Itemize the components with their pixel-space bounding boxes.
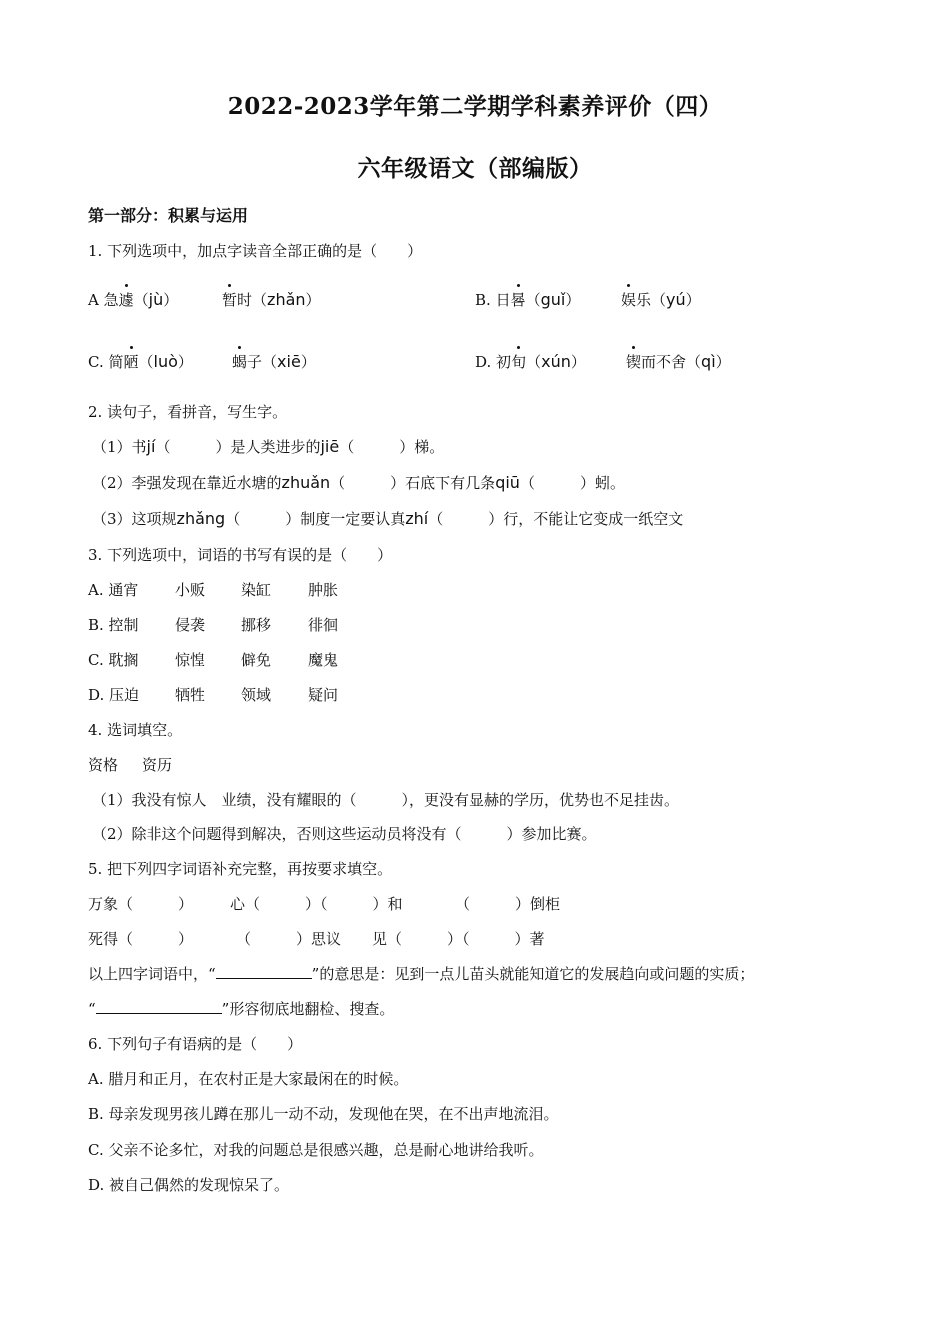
exam-title: 2022-2023学年第二学期学科素养评价（四） — [227, 93, 723, 120]
question-5-stem: 5. 把下列四字词语补充完整，再按要求填空。 — [88, 860, 393, 878]
q3-word: 惊惶 — [175, 651, 206, 669]
q6-option-d: D. 被自己偶然的发现惊呆了。 — [88, 1176, 290, 1194]
q2-item-3: （3）这项规zhǎng（ ）制度一定要认真zhí（ ）行，不能让它变成一纸空文 — [92, 509, 684, 528]
q2-item-1: （1）书jí（ ）是人类进步的jiē（ ）梯。 — [92, 437, 445, 456]
dotted-char: 娱 — [621, 291, 637, 309]
dotted-char: 陋 — [123, 353, 139, 371]
q1-option-d: D. 初旬（xún） — [475, 352, 586, 371]
q3-option-a: A. 通宵 — [88, 581, 139, 599]
answer-blank[interactable] — [216, 964, 312, 979]
q5-fill-1: 以上四字词语中，“ ”的意思是：见到一点儿苗头就能知道它的发展趋向或问题的实质； — [88, 965, 755, 983]
dotted-char: 遽 — [118, 291, 134, 309]
q1-option-b-word2: 娱乐（yú） — [621, 290, 701, 309]
q5-row-1-idiom-2: 心（ ）（ ）和 — [230, 895, 403, 913]
q5-row-1-idiom-3: （ ）倒柜 — [455, 895, 561, 913]
q6-option-a: A. 腊月和正月，在农村正是大家最闲在的时候。 — [88, 1070, 409, 1088]
q3-word: 徘徊 — [308, 616, 339, 634]
q3-word: 侵袭 — [175, 616, 206, 634]
q5-row-2-idiom-3: 见（ ）（ ）著 — [372, 930, 545, 948]
q3-word: 染缸 — [241, 581, 272, 599]
q3-option-d: D. 压迫 — [88, 686, 140, 704]
question-1-stem: 1. 下列选项中，加点字读音全部正确的是（ ） — [88, 242, 423, 260]
q3-word: 僻免 — [241, 651, 272, 669]
q1-option-a-word2: 暂时（zhǎn） — [222, 290, 321, 309]
q5-fill-2: “ ”形容彻底地翻检、搜查。 — [88, 1000, 395, 1018]
dotted-char: 晷 — [510, 291, 526, 309]
q3-word: 挪移 — [241, 616, 272, 634]
dotted-char: 锲 — [626, 353, 642, 371]
answer-blank[interactable] — [96, 999, 222, 1014]
q3-word: 魔鬼 — [308, 651, 339, 669]
section-heading: 第一部分：积累与运用 — [88, 206, 249, 225]
q1-option-c-word2: 蝎子（xiē） — [232, 352, 316, 371]
question-4-stem: 4. 选词填空。 — [88, 721, 183, 739]
q3-word: 小贩 — [175, 581, 206, 599]
q3-option-b: B. 控制 — [88, 616, 139, 634]
dotted-char: 旬 — [511, 353, 527, 371]
q1-option-a: A 急遽（jù） — [88, 290, 179, 309]
q5-row-1-idiom-1: 万象（ ） — [88, 895, 194, 913]
exam-subtitle: 六年级语文（部编版） — [357, 155, 593, 182]
q4-item-2: （2）除非这个问题得到解决，否则这些运动员将没有（ ）参加比赛。 — [92, 825, 597, 843]
q5-row-2-idiom-1: 死得（ ） — [88, 930, 194, 948]
q1-option-b: B. 日晷（guǐ） — [475, 290, 581, 309]
q4-word-bank: 资格 资历 — [88, 756, 173, 774]
q1-a-label: A — [88, 291, 99, 309]
question-6-stem: 6. 下列句子有语病的是（ ） — [88, 1035, 303, 1053]
q3-option-c: C. 耽搁 — [88, 651, 139, 669]
q5-row-2-idiom-2: （ ）思议 — [236, 930, 342, 948]
q3-word: 牺牲 — [175, 686, 206, 704]
q3-word: 肿胀 — [308, 581, 339, 599]
q4-item-1: （1）我没有惊人 业绩，没有耀眼的（ ），更没有显赫的学历，优势也不足挂齿。 — [92, 791, 680, 809]
q2-item-2: （2）李强发现在靠近水塘的zhuǎn（ ）石底下有几条qiū（ ）蚓。 — [92, 473, 625, 492]
question-2-stem: 2. 读句子，看拼音，写生字。 — [88, 403, 288, 421]
q1-option-d-word2: 锲而不舍（qì） — [626, 352, 731, 371]
dotted-char: 蝎 — [232, 353, 248, 371]
question-3-stem: 3. 下列选项中，词语的书写有误的是（ ） — [88, 546, 393, 564]
dotted-char: 暂 — [222, 291, 238, 309]
q1-option-c: C. 简陋（luò） — [88, 352, 193, 371]
q3-word: 疑问 — [308, 686, 339, 704]
q6-option-b: B. 母亲发现男孩儿蹲在那儿一动不动，发现他在哭，在不出声地流泪。 — [88, 1105, 559, 1123]
q3-word: 领域 — [241, 686, 272, 704]
q6-option-c: C. 父亲不论多忙，对我的问题总是很感兴趣，总是耐心地讲给我听。 — [88, 1141, 544, 1159]
